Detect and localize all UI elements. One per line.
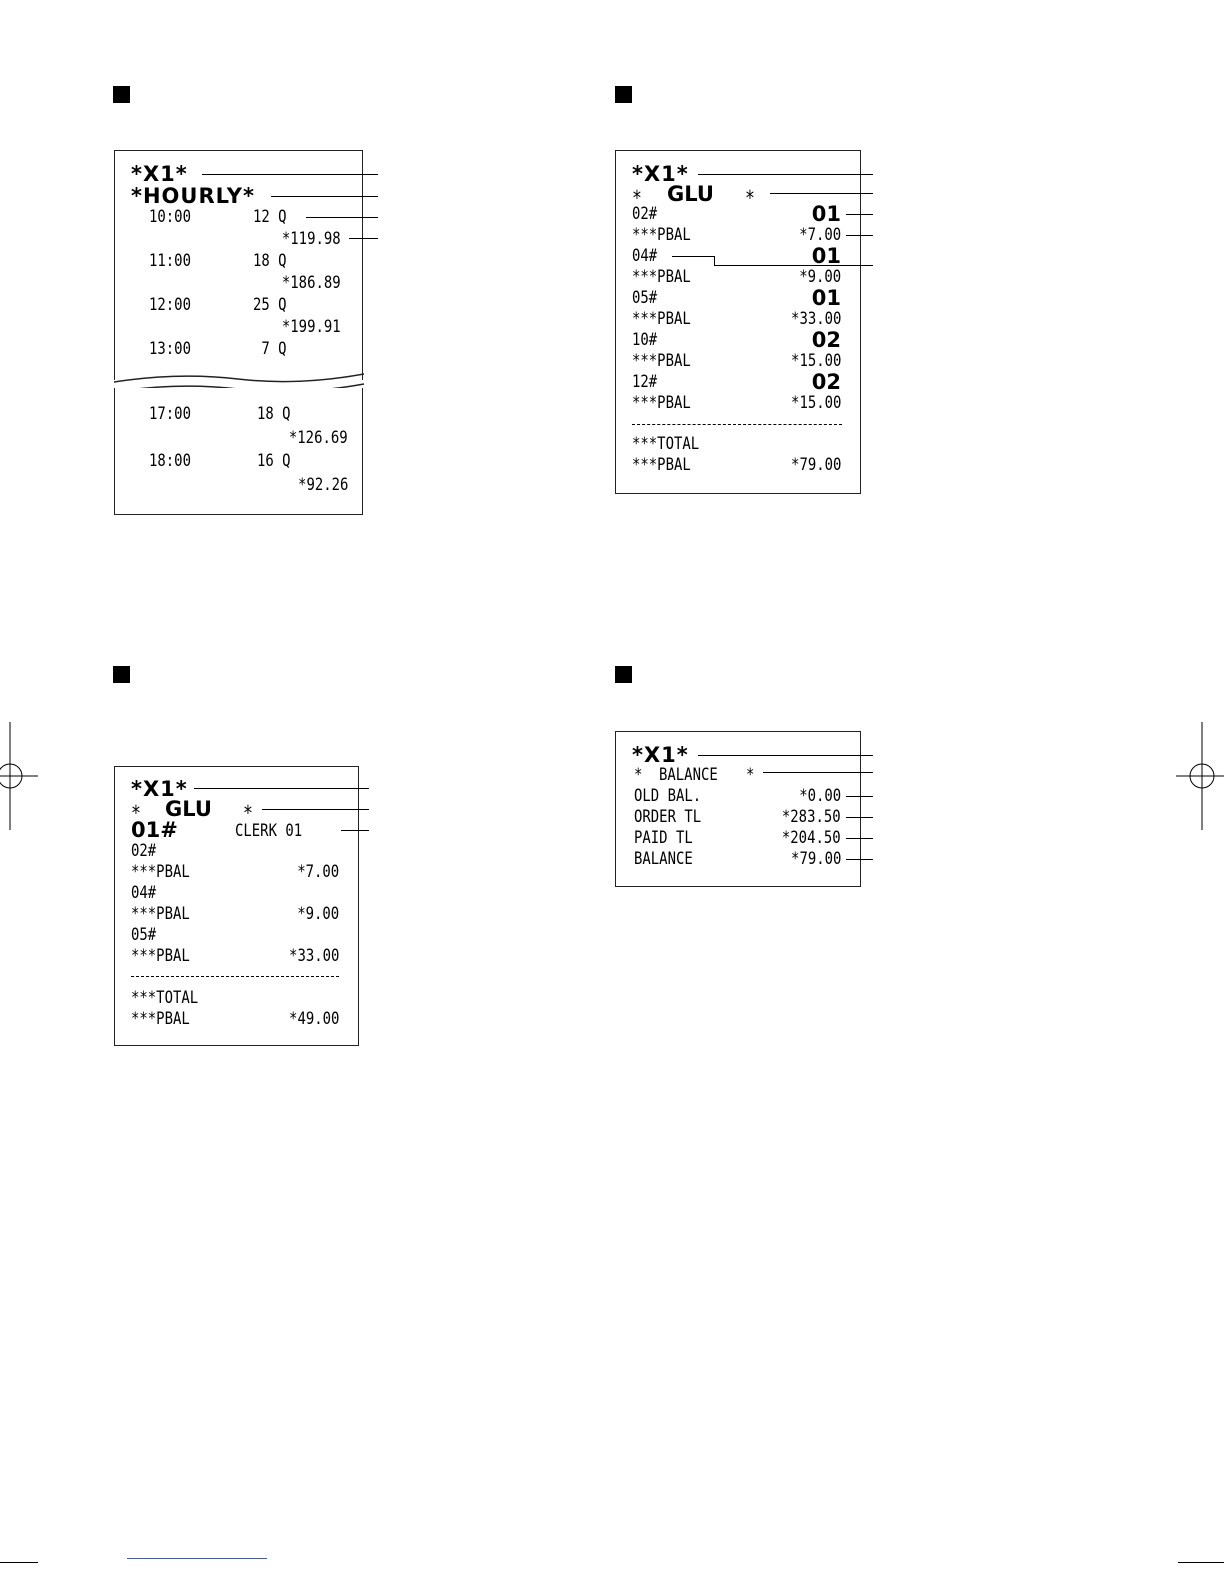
clerk-code: 02 <box>811 328 841 352</box>
hour-qty: 25 Q <box>253 295 287 315</box>
report-heading: GLU <box>165 797 212 821</box>
gln-number: 05# <box>632 288 658 308</box>
clerk-name: CLERK 01 <box>235 821 303 841</box>
report-title: *X1* <box>131 777 188 801</box>
hour-qty: 18 Q <box>253 251 287 271</box>
separator-line <box>131 976 339 977</box>
callout-line <box>262 809 369 810</box>
hour-qty: 18 Q <box>257 404 291 424</box>
hour-amount: *119.98 <box>282 229 341 249</box>
callout-line <box>846 859 873 860</box>
balance-amount: *0.00 <box>799 786 841 806</box>
gln-number: 02# <box>131 841 157 861</box>
callout-line <box>846 838 873 839</box>
pbal-amount: *15.00 <box>790 393 841 413</box>
balance-label: BALANCE <box>634 849 693 869</box>
hour-amount: *186.89 <box>282 273 341 293</box>
clerk-code: 01 <box>811 202 841 226</box>
pbal-amount: *33.00 <box>288 946 339 966</box>
hour-qty: 16 Q <box>257 451 291 471</box>
heading-star: * <box>745 186 755 210</box>
pbal-label: ***PBAL <box>632 351 691 371</box>
section-bullet-hourly <box>113 86 130 103</box>
pbal-amount: *9.00 <box>799 267 841 287</box>
gln-number: 12# <box>632 372 658 392</box>
pbal-amount: *7.00 <box>799 225 841 245</box>
total-pbal-label: ***PBAL <box>131 1009 190 1029</box>
gln-number: 02# <box>632 204 658 224</box>
separator-line <box>632 424 842 425</box>
callout-line <box>770 193 873 194</box>
hour-qty: 7 Q <box>253 339 287 359</box>
hour-time: 18:00 <box>149 451 191 471</box>
callout-line <box>763 772 873 773</box>
report-heading: *HOURLY* <box>131 184 255 208</box>
hour-time: 13:00 <box>149 339 191 359</box>
pbal-label: ***PBAL <box>131 862 190 882</box>
heading-star: * <box>131 801 141 825</box>
balance-label: PAID TL <box>634 828 693 848</box>
heading-star: * <box>243 801 253 825</box>
total-label: ***TOTAL <box>632 434 700 454</box>
crop-mark <box>0 1562 38 1563</box>
callout-line <box>202 174 378 175</box>
pbal-amount: *7.00 <box>297 862 339 882</box>
hour-amount: *92.26 <box>297 475 348 495</box>
callout-line <box>846 817 873 818</box>
pbal-amount: *15.00 <box>790 351 841 371</box>
callout-line <box>341 830 369 831</box>
pbal-label: ***PBAL <box>632 267 691 287</box>
total-amount: *49.00 <box>288 1009 339 1029</box>
report-title: *X1* <box>131 162 188 186</box>
callout-line <box>306 217 378 218</box>
clerk-code: 01# <box>131 818 178 842</box>
clerk-code: 01 <box>811 286 841 310</box>
callout-line <box>349 238 378 239</box>
heading-star: * <box>634 765 643 785</box>
registration-mark-icon <box>0 722 40 830</box>
balance-amount: *283.50 <box>782 807 841 827</box>
pbal-amount: *33.00 <box>790 309 841 329</box>
section-bullet-balance <box>615 666 632 683</box>
balance-amount: *204.50 <box>782 828 841 848</box>
report-heading: GLU <box>667 182 714 206</box>
clerk-code: 01 <box>811 244 841 268</box>
callout-line <box>714 265 873 266</box>
registration-mark-icon <box>1174 722 1224 830</box>
heading-star: * <box>746 765 755 785</box>
clerk-code: 02 <box>811 370 841 394</box>
gln-number: 10# <box>632 330 658 350</box>
hour-amount: *126.69 <box>289 428 348 448</box>
total-pbal-label: ***PBAL <box>632 455 691 475</box>
pbal-label: ***PBAL <box>632 393 691 413</box>
pbal-amount: *9.00 <box>297 904 339 924</box>
balance-label: ORDER TL <box>634 807 702 827</box>
gln-number: 04# <box>131 883 157 903</box>
report-title: *X1* <box>632 162 689 186</box>
callout-line <box>714 256 715 265</box>
gln-number: 05# <box>131 925 157 945</box>
callout-line <box>271 196 378 197</box>
callout-line <box>846 796 873 797</box>
callout-line <box>672 256 714 257</box>
gln-number: 04# <box>632 246 658 266</box>
hour-amount: *199.91 <box>282 317 341 337</box>
balance-amount: *79.00 <box>790 849 841 869</box>
callout-line <box>846 214 873 215</box>
footer-rule <box>127 1558 267 1559</box>
hour-qty: 12 Q <box>253 207 287 227</box>
hour-time: 12:00 <box>149 295 191 315</box>
pbal-label: ***PBAL <box>632 225 691 245</box>
callout-line <box>194 788 369 789</box>
pbal-label: ***PBAL <box>632 309 691 329</box>
hour-time: 17:00 <box>149 404 191 424</box>
callout-line <box>698 755 873 756</box>
hour-time: 10:00 <box>149 207 191 227</box>
balance-label: OLD BAL. <box>634 786 702 806</box>
total-label: ***TOTAL <box>131 988 199 1008</box>
hour-time: 11:00 <box>149 251 191 271</box>
callout-line <box>698 174 873 175</box>
heading-star: * <box>632 186 642 210</box>
section-bullet-glu <box>615 86 632 103</box>
pbal-label: ***PBAL <box>131 904 190 924</box>
pbal-label: ***PBAL <box>131 946 190 966</box>
report-title: *X1* <box>632 743 689 767</box>
crop-mark <box>1178 1562 1224 1563</box>
total-amount: *79.00 <box>790 455 841 475</box>
callout-line <box>846 235 873 236</box>
report-heading: BALANCE <box>659 765 718 785</box>
section-bullet-clerk <box>113 666 130 683</box>
